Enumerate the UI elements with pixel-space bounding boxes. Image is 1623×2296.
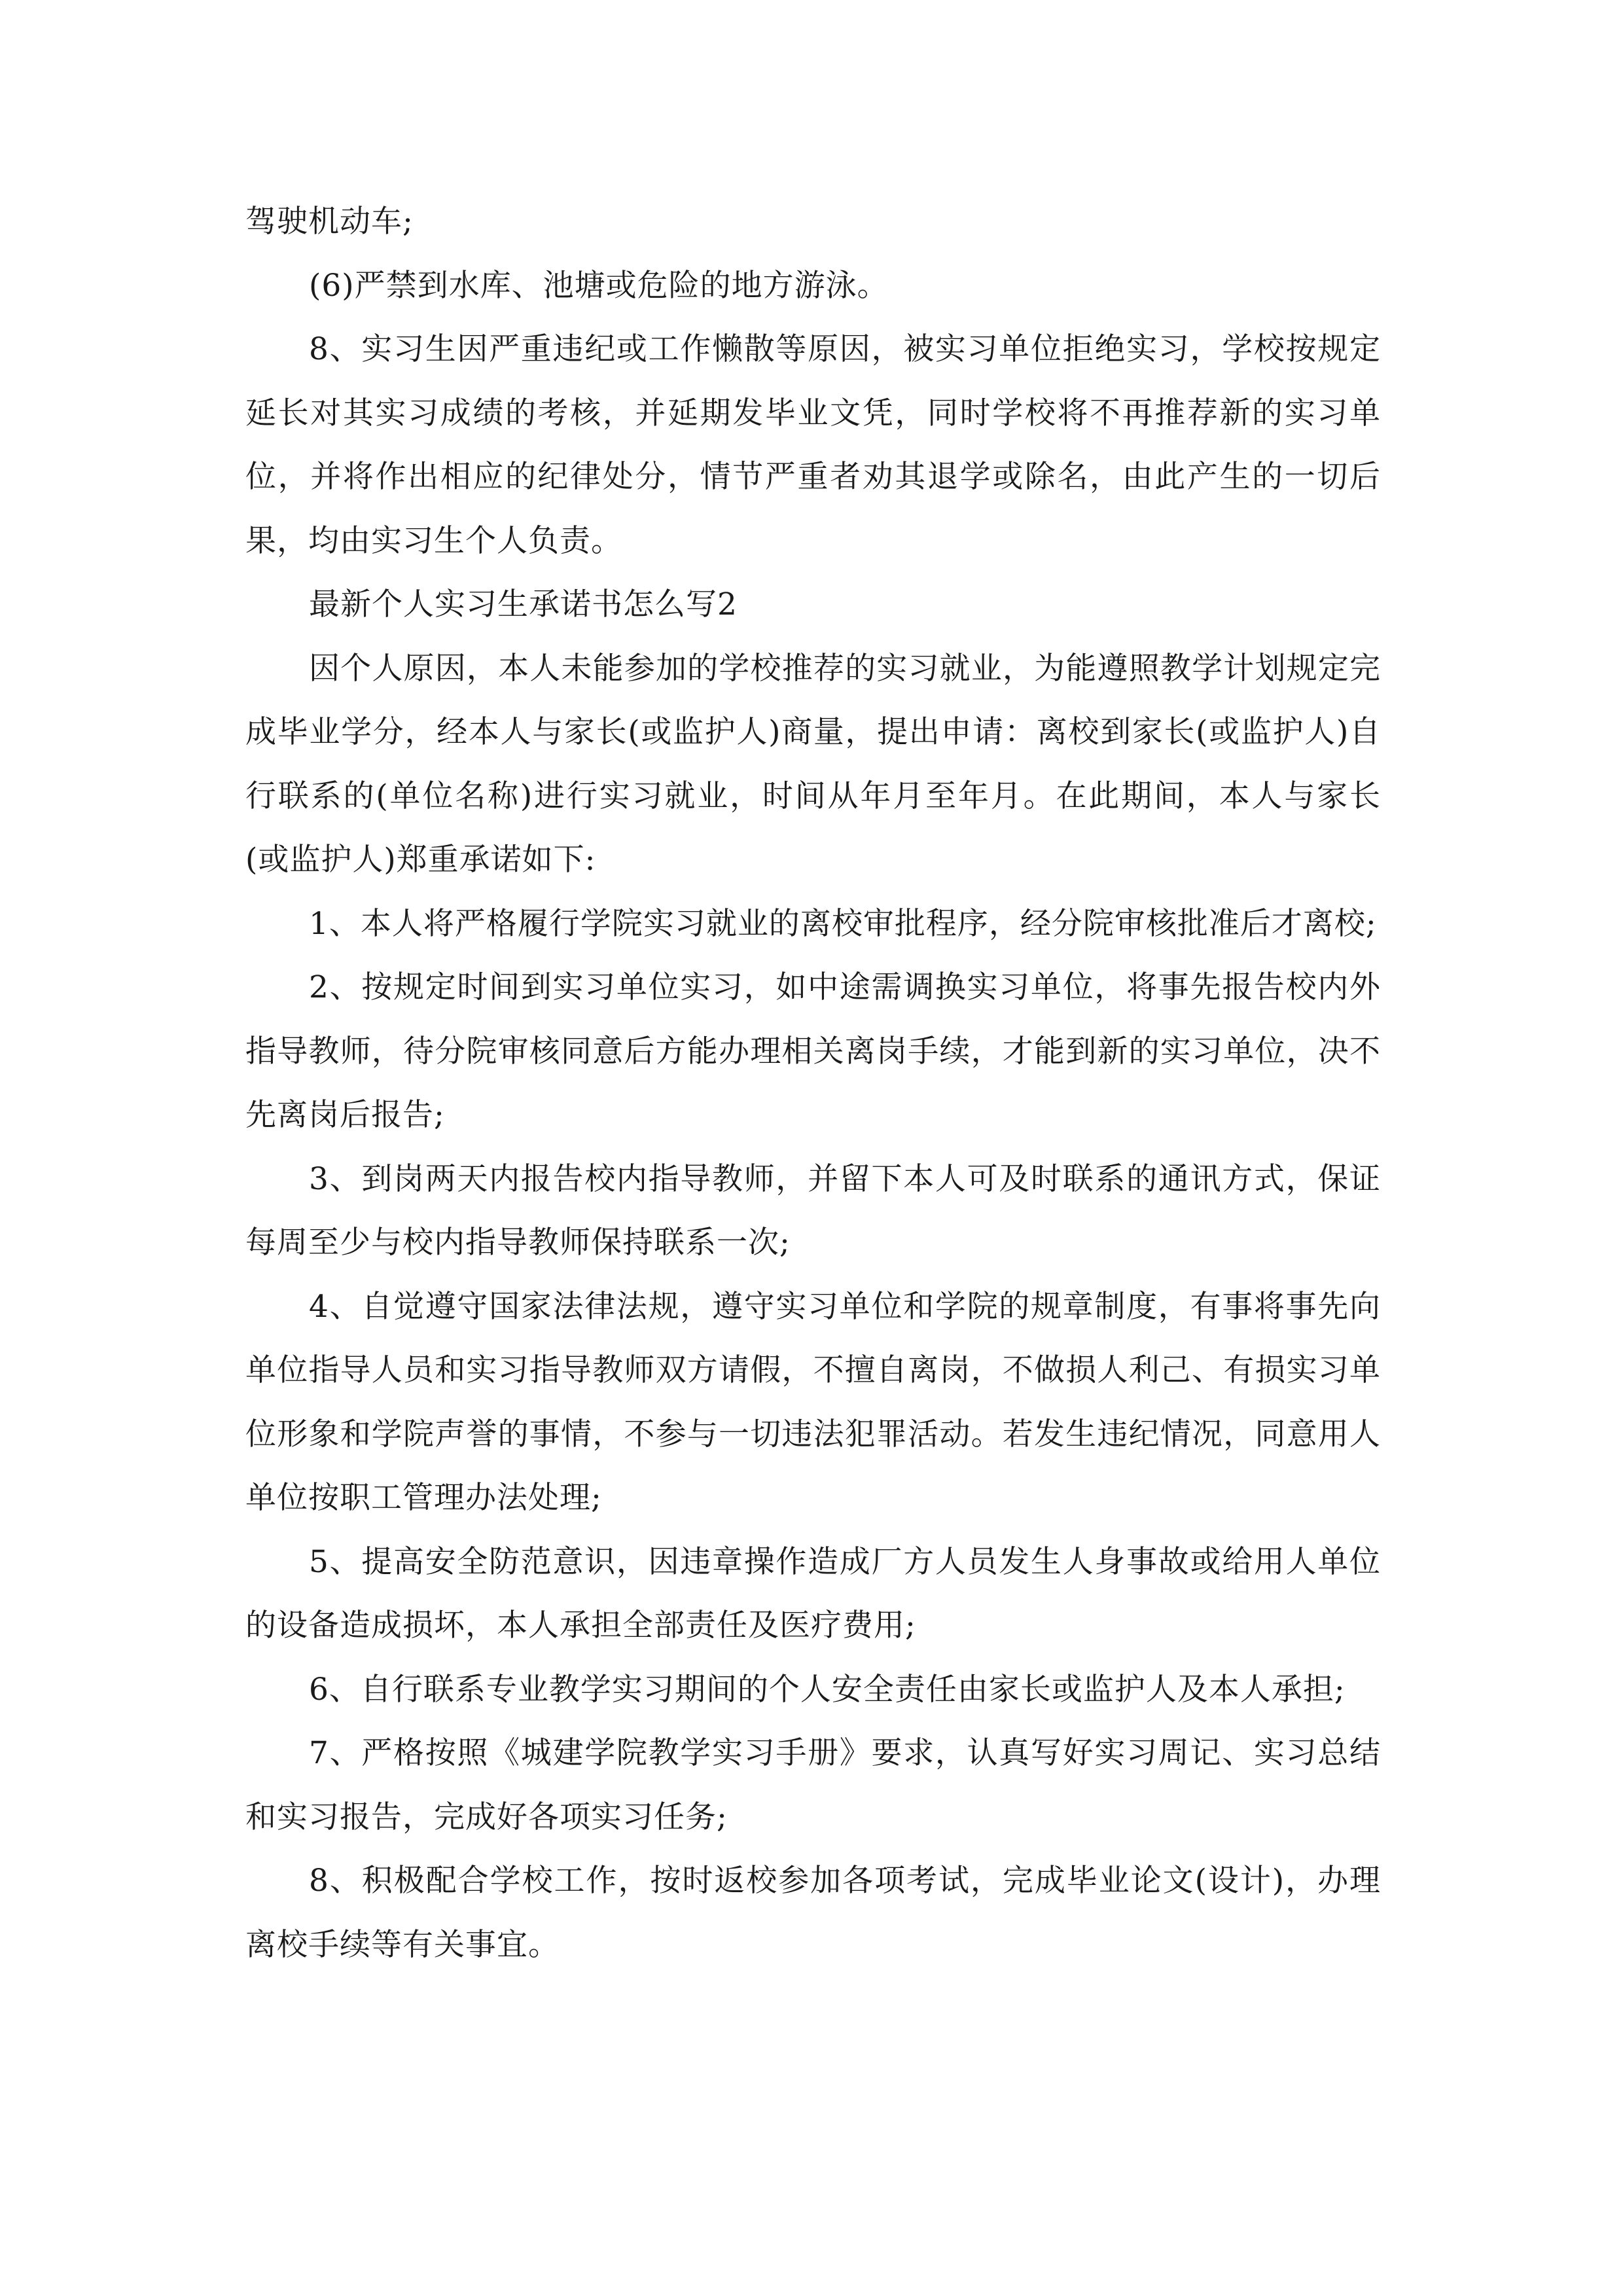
paragraph-item-8: 8、积极配合学校工作，按时返校参加各项考试，完成毕业论文(设计)，办理离校手续等有关事宜。 xyxy=(245,1863,1381,1963)
document-body xyxy=(245,190,1381,1977)
paragraph-item-5: 5、提高安全防范意识，因违章操作造成厂方人员发生人身事故或给用人单位的设备造成损坏，本人承担全部责任及医疗费用; xyxy=(245,1543,1381,1643)
paragraph-rule-6: (6)严禁到水库、池塘或危险的地方游泳。 xyxy=(309,267,889,304)
paragraph-continuation: 驾驶机动车; xyxy=(245,204,414,240)
paragraph-item-3: 3、到岗两天内报告校内指导教师，并留下本人可及时联系的通讯方式，保证每周至少与校内指导教师保持联系一次; xyxy=(245,1160,1381,1261)
paragraph-item-1: 1、本人将严格履行学院实习就业的离校审批程序，经分院审核批准后才离校; xyxy=(309,905,1377,942)
paragraph-rule-8: 8、实习生因严重违纪或工作懒散等原因，被实习单位拒绝实习，学校按规定延长对其实习成绩的考核，并延期发毕业文凭，同时学校将不再推荐新的实习单位，并将作出相应的纪律处分，情节严重者劝其退学或除名，由此产生的一切后果，均由实习生个人负责。 xyxy=(245,331,1381,559)
paragraph-item-4: 4、自觉遵守国家法律法规，遵守实习单位和学院的规章制度，有事将事先向单位指导人员和实习指导教师双方请假，不擅自离岗，不做损人利己、有损实习单位形象和学院声誉的事情，不参与一切违法犯罪活动。若发生违纪情况，同意用人单位按职工管理办法处理; xyxy=(245,1288,1381,1516)
paragraph-item-6: 6、自行联系专业教学实习期间的个人安全责任由家长或监护人及本人承担; xyxy=(309,1671,1346,1708)
section-heading: 最新个人实习生承诺书怎么写2 xyxy=(309,586,738,622)
paragraph-item-7: 7、严格按照《城建学院教学实习手册》要求，认真写好实习周记、实习总结和实习报告，完成好各项实习任务; xyxy=(245,1735,1381,1835)
paragraph-item-2: 2、按规定时间到实习单位实习，如中途需调换实习单位，将事先报告校内外指导教师，待分院审核同意后方能办理相关离岗手续，才能到新的实习单位，决不先离岗后报告; xyxy=(245,969,1381,1133)
paragraph-intro: 因个人原因，本人未能参加的学校推荐的实习就业，为能遵照教学计划规定完成毕业学分，经本人与家长(或监护人)商量，提出申请：离校到家长(或监护人)自行联系的(单位名称)进行实习就业，时间从年月至年月。在此期间，本人与家长(或监护人)郑重承诺如下: xyxy=(245,650,1381,878)
